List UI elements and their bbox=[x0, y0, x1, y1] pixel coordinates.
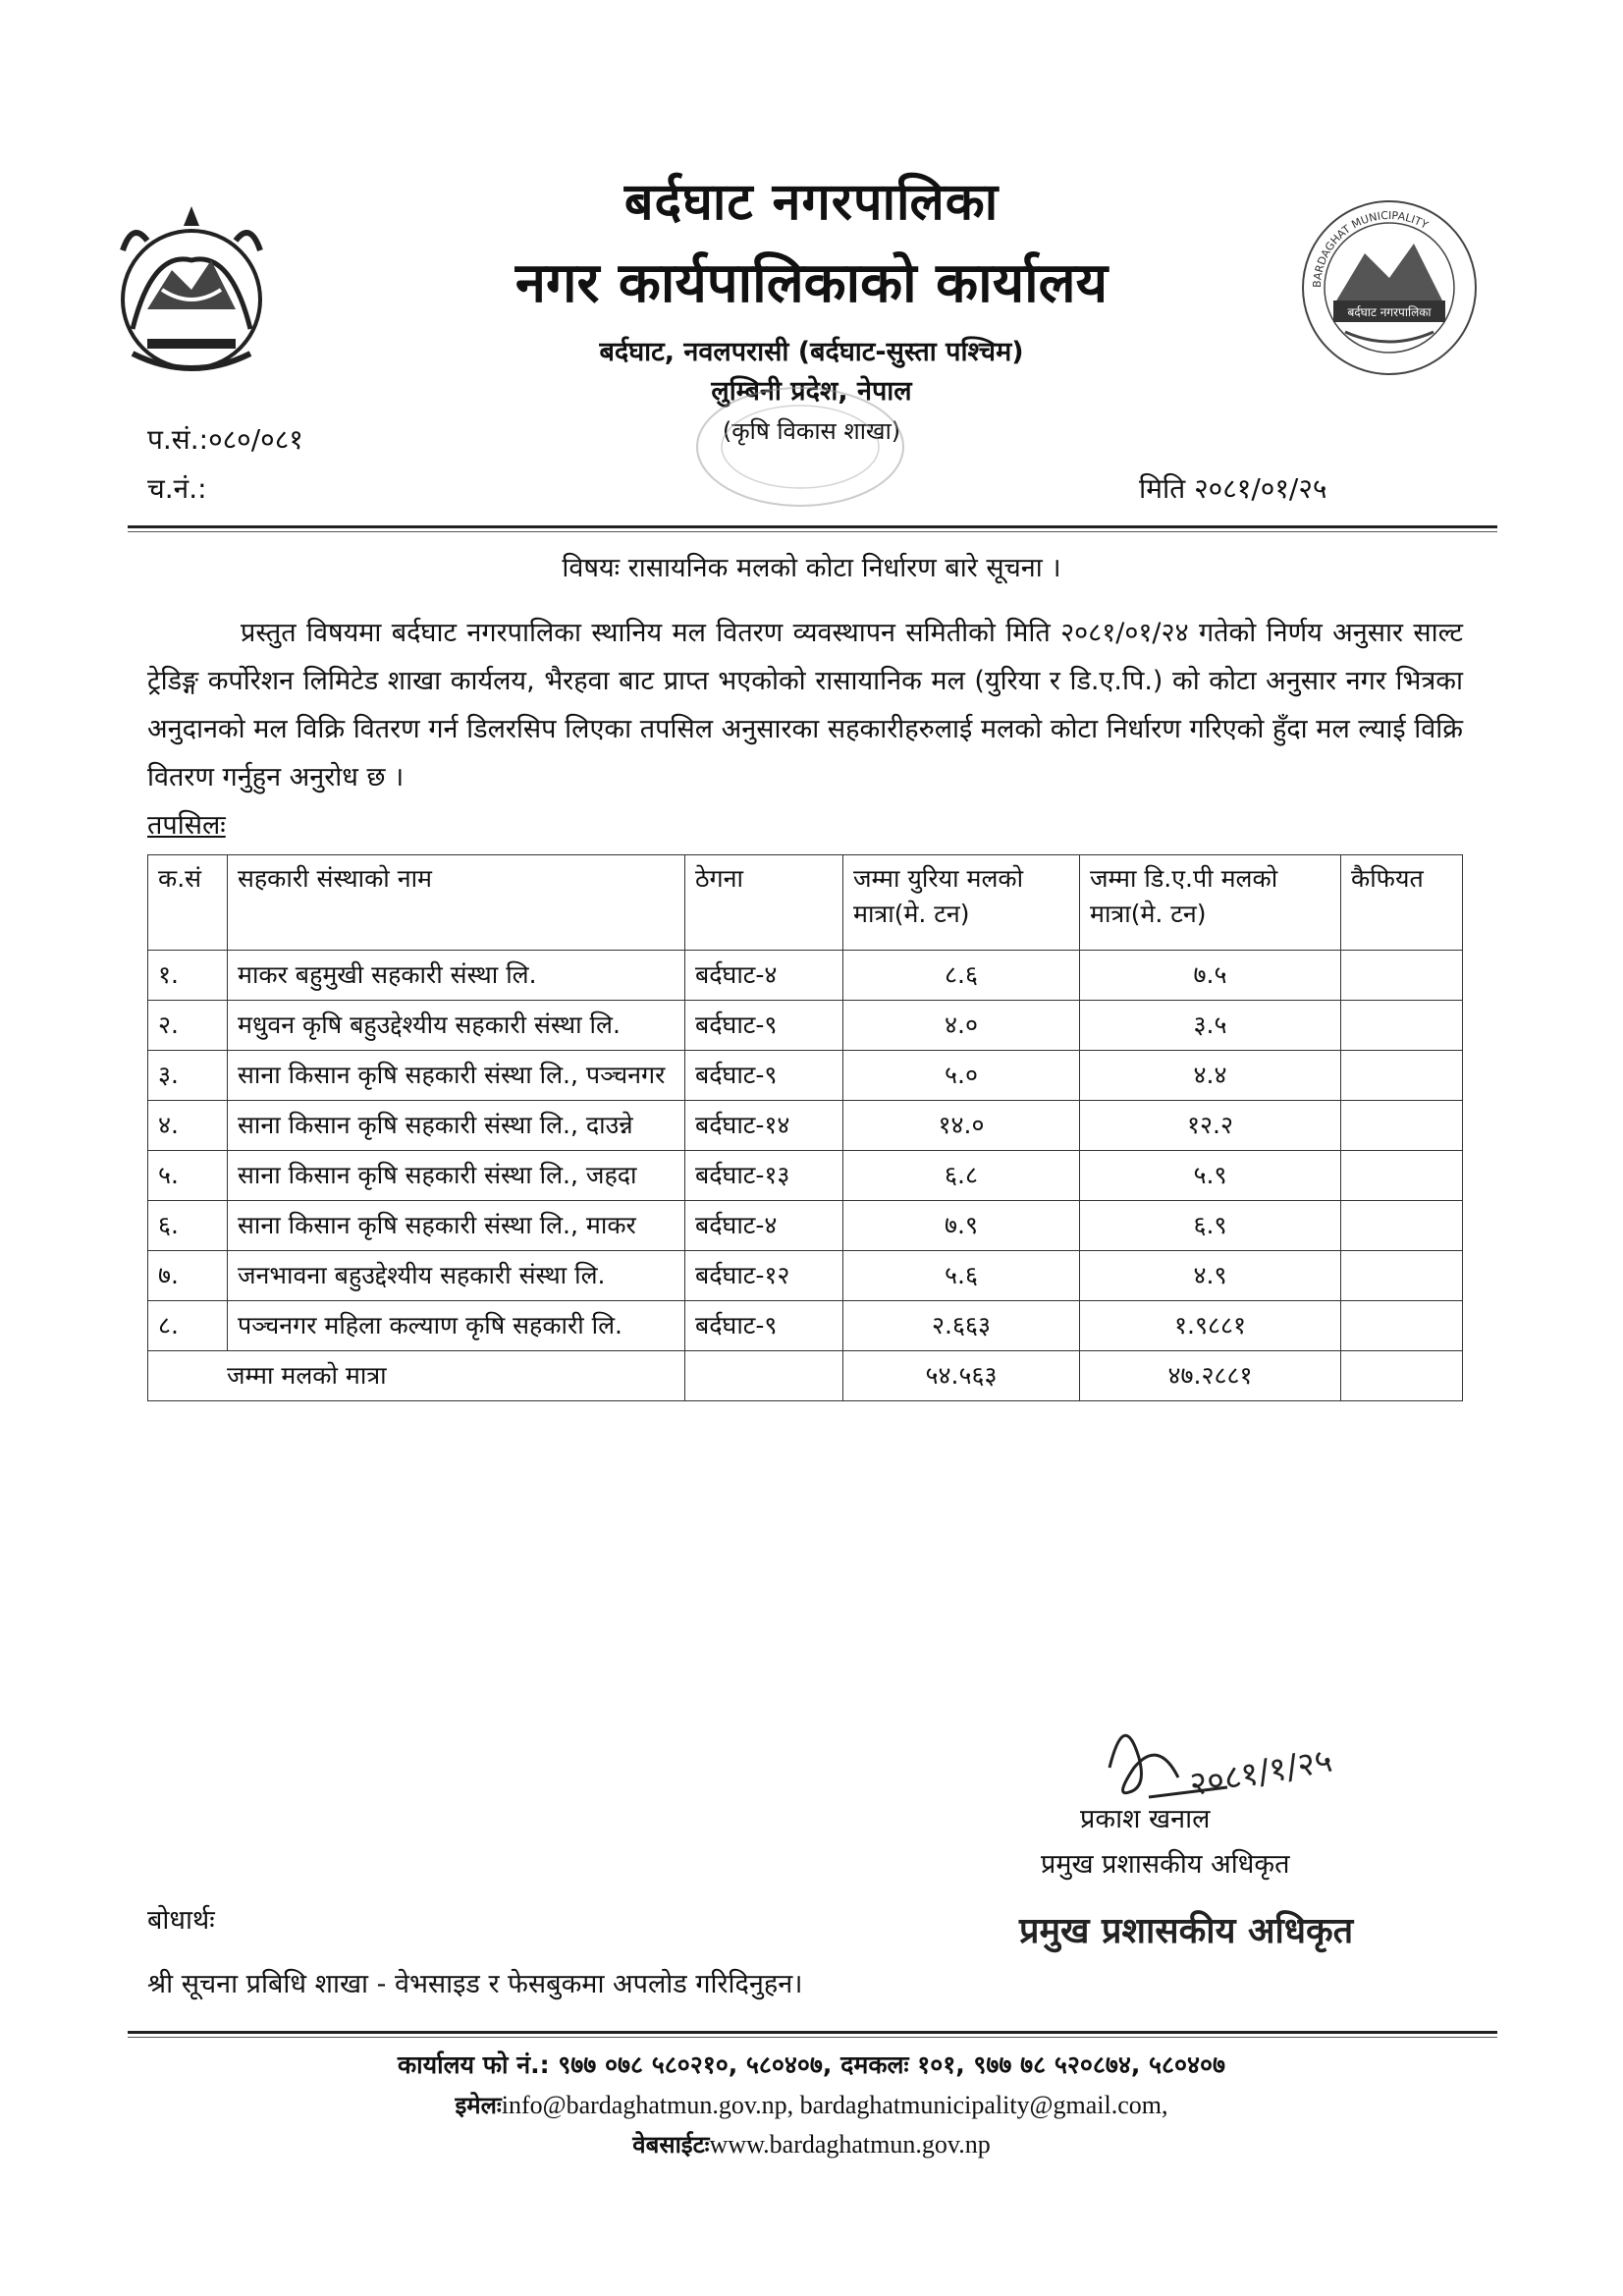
footer-divider bbox=[128, 2031, 1497, 2034]
row-urea: ६.८ bbox=[843, 1151, 1080, 1201]
row-remarks bbox=[1341, 1251, 1463, 1301]
notice-subject: विषयः रासायनिक मलको कोटा निर्धारण बारे सूचना । bbox=[562, 553, 1061, 583]
row-serial: २. bbox=[148, 1001, 228, 1051]
row-cooperative-name: साना किसान कृषि सहकारी संस्था लि., दाउन्ने bbox=[228, 1101, 685, 1151]
details-label: तपसिलः bbox=[147, 810, 226, 841]
municipality-name: बर्दघाट नगरपालिका bbox=[623, 173, 1000, 232]
total-urea: ५४.५६३ bbox=[843, 1351, 1080, 1401]
row-cooperative-name: साना किसान कृषि सहकारी संस्था लि., पञ्चनगर bbox=[228, 1051, 685, 1101]
row-cooperative-name: जनभावना बहुउद्देश्यीय सहकारी संस्था लि. bbox=[228, 1251, 685, 1301]
row-urea: ७.९ bbox=[843, 1201, 1080, 1251]
header-remarks: कैफियत bbox=[1341, 855, 1463, 951]
header-serial: क.सं bbox=[148, 855, 228, 951]
header-divider-thin bbox=[128, 531, 1497, 532]
signatory-title: प्रमुख प्रशासकीय अधिकृत bbox=[1041, 1849, 1290, 1880]
total-dap: ४७.२८८१ bbox=[1080, 1351, 1341, 1401]
row-serial: ४. bbox=[148, 1101, 228, 1151]
header-divider bbox=[128, 525, 1497, 528]
letter-date: मिति २०८१/०१/२५ bbox=[1139, 472, 1327, 505]
signatory-stamp: प्रमुख प्रशासकीय अधिकृत bbox=[1019, 1911, 1354, 1951]
row-serial: ८. bbox=[148, 1301, 228, 1351]
table-header-row bbox=[148, 855, 1463, 951]
notice-body-paragraph: प्रस्तुत विषयमा बर्दघाट नगरपालिका स्थानिय मल वितरण व्यवस्थापन समितीको मिति २०८१/०१/२४ गतेको निर्णय अनुसार साल्ट ट्रेडिङ्ग कर्पोरेशन लिमिटेड शाखा कार्यलय, भैरहवा बाट प्राप्त भएकोको रासायानिक मल (युरिया र डि.ए.पि.) को कोटा अनुसार नगर भित्रका अनुदानको मल विक्रि वितरण गर्न डिलरसिप लिएका तपसिल अनुसारका सहकारीहरुलाई मलको कोटा निर्धारण गरिएको हुँदा मल ल्याई विक्रि वितरण गर्नुहुन अनुरोध छ । bbox=[147, 618, 1463, 793]
cc-line: श्री सूचना प्रबिधि शाखा - वेभसाइड र फेसबुकमा अपलोड गरिदिनुहन। bbox=[147, 1969, 803, 1999]
signatory-name: प्रकाश खनाल bbox=[1080, 1804, 1211, 1834]
row-dap: १२.२ bbox=[1080, 1101, 1341, 1151]
office-name: नगर कार्यपालिकाको कार्यालय bbox=[514, 251, 1109, 315]
total-remarks-cell bbox=[1341, 1351, 1463, 1401]
row-remarks bbox=[1341, 951, 1463, 1001]
row-address: बर्दघाट-४ bbox=[685, 951, 843, 1001]
footer-phone-value: ९७७ ०७८ ५८०२१०, ५८०४०७, दमकलः १०१, ९७७ ७८ ५२०८७४, ५८०४०७ bbox=[558, 2050, 1226, 2079]
cc-label: बोधार्थः bbox=[147, 1905, 215, 1936]
reference-number: प.सं.:०८०/०८१ bbox=[147, 423, 303, 456]
row-address: बर्दघाट-९ bbox=[685, 1051, 843, 1101]
row-urea: १४.० bbox=[843, 1101, 1080, 1151]
table-row bbox=[148, 1201, 1463, 1251]
svg-text:२०८१/१/२५: २०८१/१/२५ bbox=[1186, 1740, 1335, 1805]
row-cooperative-name: साना किसान कृषि सहकारी संस्था लि., जहदा bbox=[228, 1151, 685, 1201]
row-dap: ७.५ bbox=[1080, 951, 1341, 1001]
row-cooperative-name: पञ्चनगर महिला कल्याण कृषि सहकारी लि. bbox=[228, 1301, 685, 1351]
row-dap: ४.९ bbox=[1080, 1251, 1341, 1301]
table-row bbox=[148, 1101, 1463, 1151]
footer-email bbox=[0, 2089, 1623, 2121]
row-dap: ५.९ bbox=[1080, 1151, 1341, 1201]
row-remarks bbox=[1341, 1051, 1463, 1101]
row-urea: ४.० bbox=[843, 1001, 1080, 1051]
footer-divider-thin bbox=[128, 2037, 1497, 2038]
footer-website bbox=[0, 2128, 1623, 2160]
row-cooperative-name: मधुवन कृषि बहुउद्देश्यीय सहकारी संस्था लि. bbox=[228, 1001, 685, 1051]
header-urea: जम्मा युरिया मलको मात्रा(मे. टन) bbox=[843, 855, 1080, 951]
row-address: बर्दघाट-४ bbox=[685, 1201, 843, 1251]
address-line-2: लुम्बिनी प्रदेश, नेपाल bbox=[711, 376, 912, 407]
table-row bbox=[148, 1151, 1463, 1201]
row-dap: ४.४ bbox=[1080, 1051, 1341, 1101]
row-serial: ३. bbox=[148, 1051, 228, 1101]
footer-website-value: www.bardaghatmun.gov.np bbox=[709, 2130, 991, 2159]
header-address: ठेगना bbox=[685, 855, 843, 951]
table-row bbox=[148, 1001, 1463, 1051]
footer-email-label: इमेलः bbox=[455, 2092, 502, 2119]
row-remarks bbox=[1341, 1151, 1463, 1201]
row-dap: ६.९ bbox=[1080, 1201, 1341, 1251]
footer-phone bbox=[0, 2048, 1623, 2081]
row-remarks bbox=[1341, 1201, 1463, 1251]
row-serial: ७. bbox=[148, 1251, 228, 1301]
row-urea: ५.६ bbox=[843, 1251, 1080, 1301]
header-cooperative-name: सहकारी संस्थाको नाम bbox=[228, 855, 685, 951]
row-urea: ८.६ bbox=[843, 951, 1080, 1001]
row-urea: २.६६३ bbox=[843, 1301, 1080, 1351]
branch-name: (कृषि विकास शाखा) bbox=[722, 417, 901, 445]
row-remarks bbox=[1341, 1101, 1463, 1151]
row-dap: ३.५ bbox=[1080, 1001, 1341, 1051]
row-serial: १. bbox=[148, 951, 228, 1001]
dispatch-number: च.नं.: bbox=[147, 472, 207, 505]
table-row bbox=[148, 1301, 1463, 1351]
row-dap: १.९८८१ bbox=[1080, 1301, 1341, 1351]
table-total-row bbox=[148, 1351, 1463, 1401]
row-remarks bbox=[1341, 1301, 1463, 1351]
notice-body bbox=[147, 609, 1463, 801]
table-row bbox=[148, 1251, 1463, 1301]
row-address: बर्दघाट-१४ bbox=[685, 1101, 843, 1151]
row-remarks bbox=[1341, 1001, 1463, 1051]
logo-ring-text: BARDAGHAT MUNICIPALITY bbox=[1310, 208, 1431, 289]
logo-band-text: बर्दघाट नगरपालिका bbox=[1347, 305, 1432, 319]
address-line-1: बर्दघाट, नवलपरासी (बर्दघाट-सुस्ता पश्चिम) bbox=[599, 337, 1024, 367]
row-urea: ५.० bbox=[843, 1051, 1080, 1101]
footer-email-value: info@bardaghatmun.gov.np, bardaghatmunicipality@gmail.com, bbox=[501, 2091, 1168, 2119]
header-dap: जम्मा डि.ए.पी मलको मात्रा(मे. टन) bbox=[1080, 855, 1341, 951]
table-row bbox=[148, 1051, 1463, 1101]
footer-website-label: वेबसाईटः bbox=[632, 2131, 710, 2159]
total-address-cell bbox=[685, 1351, 843, 1401]
row-serial: ६. bbox=[148, 1201, 228, 1251]
office-stamp bbox=[687, 373, 913, 520]
row-address: बर्दघाट-९ bbox=[685, 1301, 843, 1351]
row-serial: ५. bbox=[148, 1151, 228, 1201]
row-cooperative-name: माकर बहुमुखी सहकारी संस्था लि. bbox=[228, 951, 685, 1001]
total-label: जम्मा मलको मात्रा bbox=[148, 1351, 685, 1401]
fertilizer-quota-table bbox=[147, 854, 1463, 1401]
footer-phone-label: कार्यालय फो नं.: bbox=[397, 2050, 550, 2079]
row-address: बर्दघाट-९ bbox=[685, 1001, 843, 1051]
row-address: बर्दघाट-१३ bbox=[685, 1151, 843, 1201]
row-cooperative-name: साना किसान कृषि सहकारी संस्था लि., माकर bbox=[228, 1201, 685, 1251]
table-row bbox=[148, 951, 1463, 1001]
row-address: बर्दघाट-१२ bbox=[685, 1251, 843, 1301]
